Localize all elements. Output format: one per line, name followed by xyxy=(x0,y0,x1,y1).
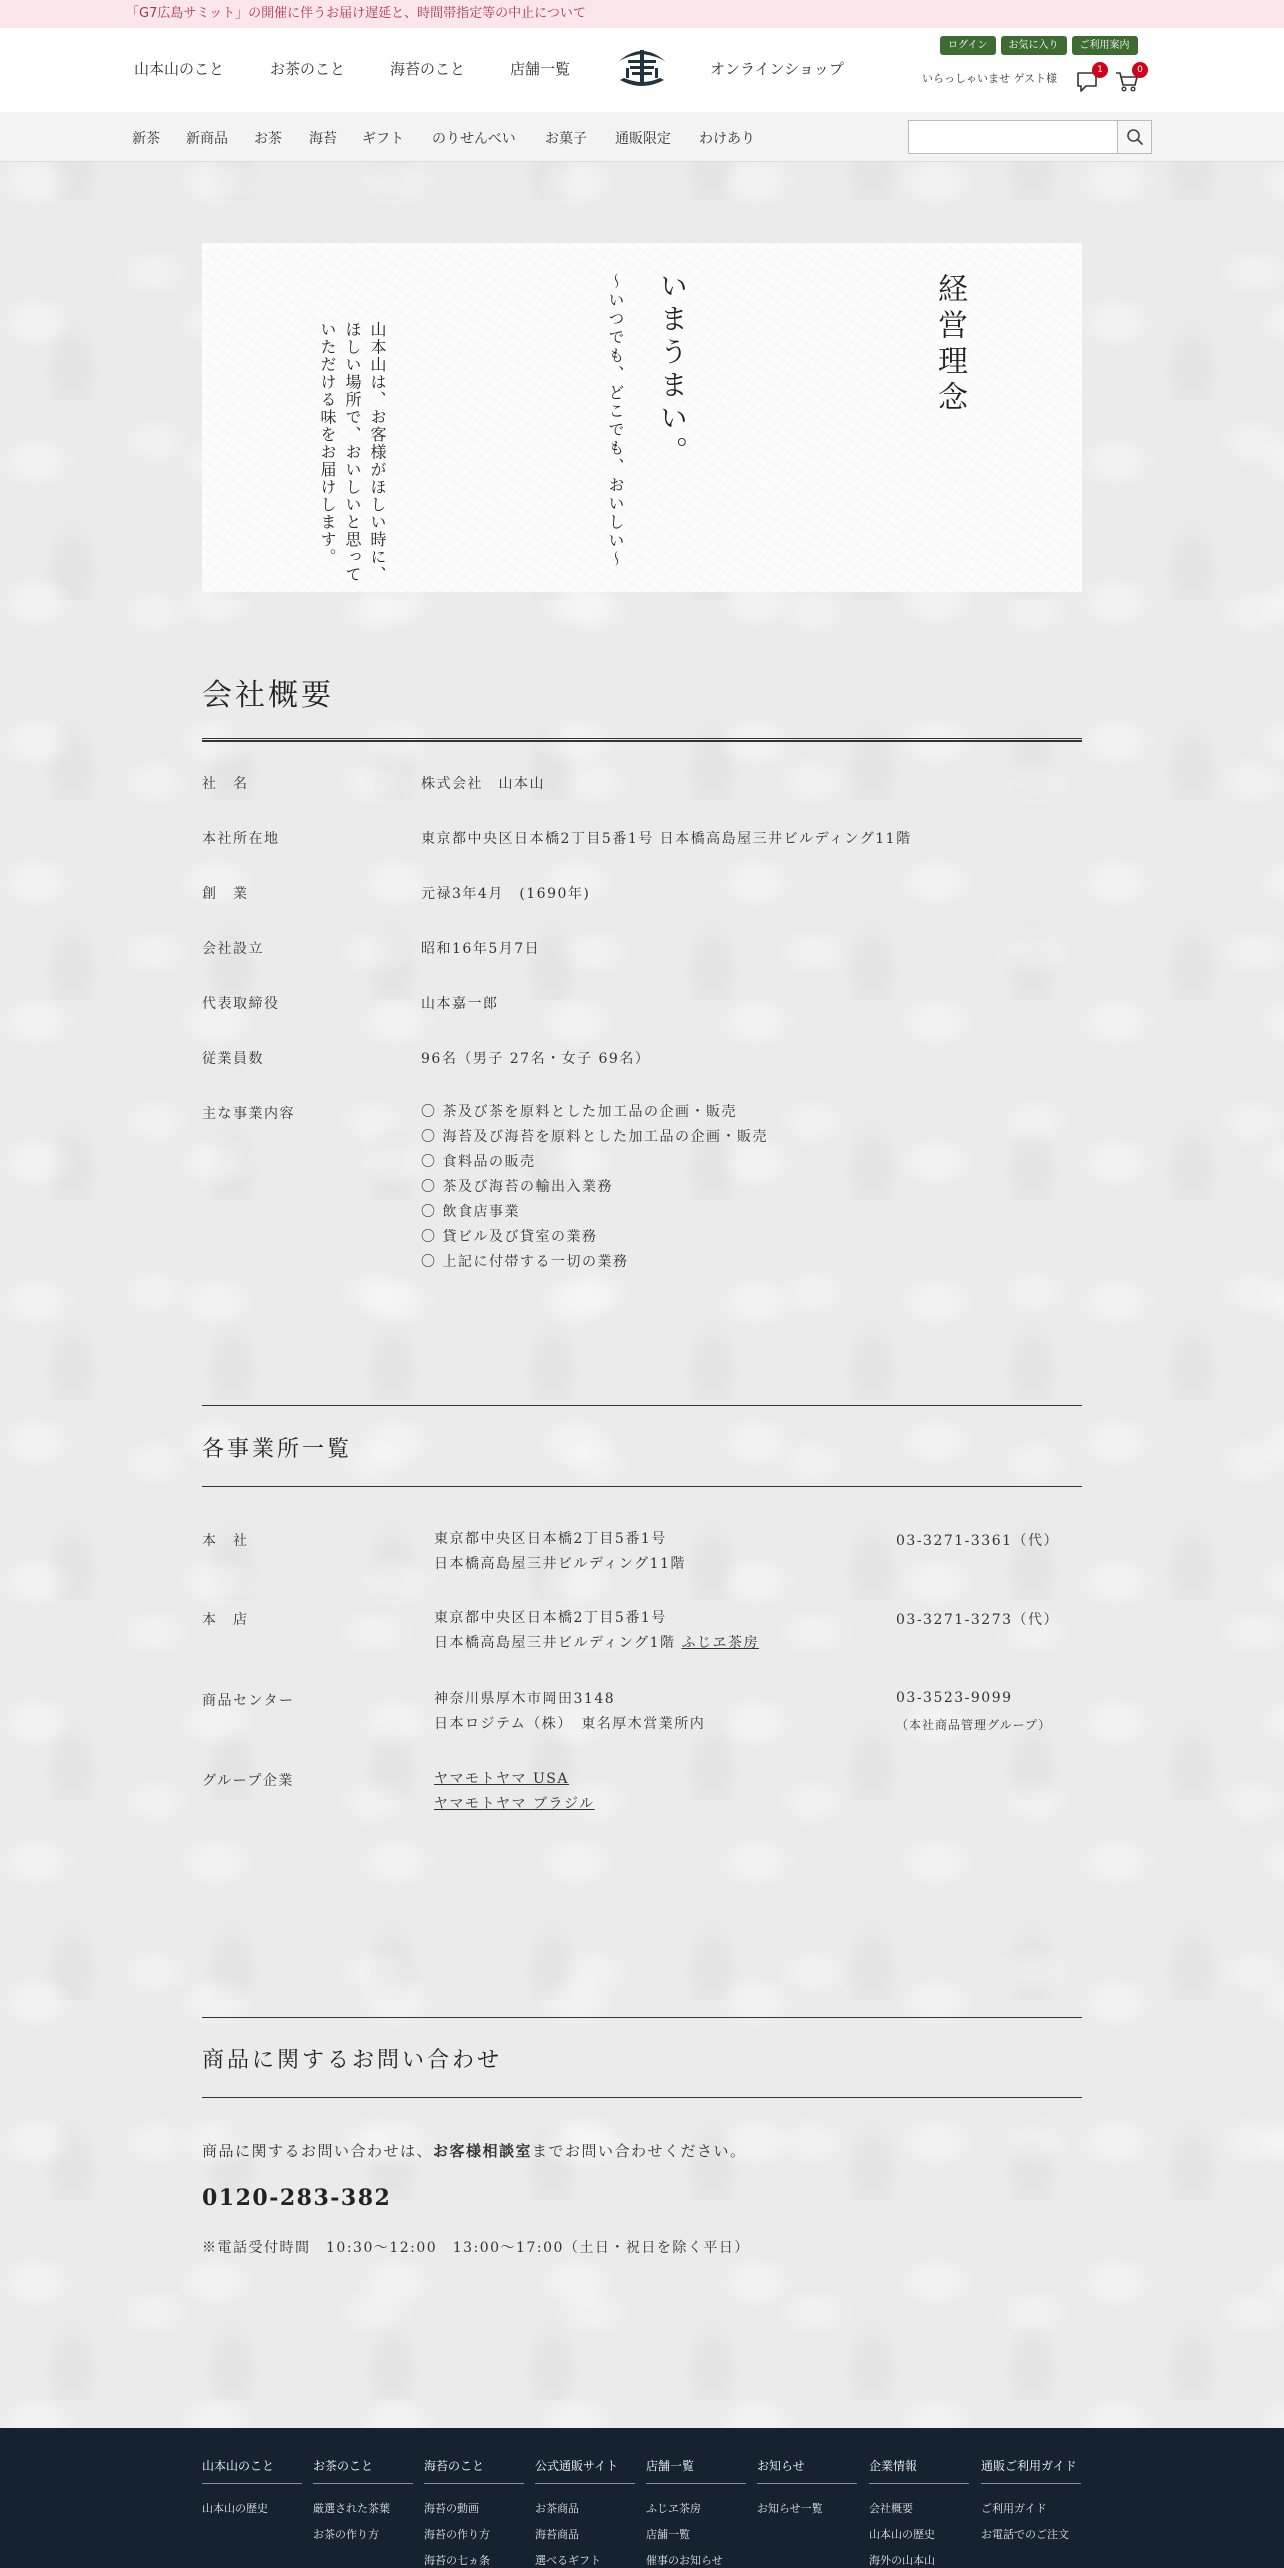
category-item-gift[interactable]: ギフト xyxy=(362,131,404,147)
office-phone: 03-3271-3361（代） xyxy=(896,1533,1060,1549)
group-companies xyxy=(434,1767,595,1817)
footer-heading[interactable]: 店舗一覧 xyxy=(646,2458,746,2484)
notice-link[interactable]: 「G7広島サミット」の開催に伴うお届け遅延と、時間帯指定等の中止について xyxy=(126,6,586,21)
inquiry-text-before: 商品に関するお問い合わせは、 xyxy=(202,2142,434,2160)
business-item: 〇 海苔及び海苔を原料とした加工品の企画・販売 xyxy=(421,1129,768,1145)
footer-column-corporate xyxy=(869,2458,969,2568)
footer-column-about xyxy=(202,2458,302,2522)
company-row-label: 本社所在地 xyxy=(202,831,280,847)
footer-heading[interactable]: 企業情報 xyxy=(869,2458,969,2484)
office-label: 本 店 xyxy=(202,1612,249,1628)
welcome-text: いらっしゃいませ ゲスト様 xyxy=(922,72,1058,85)
category-item-nori[interactable]: 海苔 xyxy=(309,131,337,147)
company-row-value: 元禄3年4月 (1690年) xyxy=(421,886,591,902)
business-item: 〇 茶及び海苔の輸出入業務 xyxy=(421,1179,613,1195)
footer-link[interactable]: 海苔商品 xyxy=(535,2528,579,2541)
footer-column-guide xyxy=(981,2458,1081,2548)
category-item-sweets[interactable]: お菓子 xyxy=(545,131,587,147)
search-button[interactable] xyxy=(1117,121,1151,153)
inquiry-top-rule xyxy=(202,2017,1082,2018)
philosophy-title: 経営理念 xyxy=(932,273,967,417)
footer-link[interactable]: ご利用ガイド xyxy=(981,2502,1047,2515)
business-item: 〇 上記に付帯する一切の業務 xyxy=(421,1254,629,1270)
office-address xyxy=(434,1527,686,1577)
fujie-sabo-link[interactable]: ふじヱ茶房 xyxy=(681,1635,759,1651)
philosophy-subslogan: ～いつでも、どこでも、おいしい～ xyxy=(606,273,625,569)
footer-link[interactable]: 海苔の動画 xyxy=(424,2502,479,2515)
company-row-label: 創 業 xyxy=(202,886,249,902)
group-link-usa[interactable]: ヤマモトヤマ USA xyxy=(434,1771,569,1787)
message-button[interactable] xyxy=(1074,65,1103,94)
footer-column-stores xyxy=(646,2458,746,2568)
office-label: 本 社 xyxy=(202,1533,249,1549)
footer-link[interactable]: 海苔の七ヵ条 xyxy=(424,2554,490,2567)
office-phone: 03-3523-9099 xyxy=(896,1690,1013,1706)
footer-heading[interactable]: お茶のこと xyxy=(313,2458,413,2484)
office-phone-note: （本社商品管理グループ） xyxy=(896,1718,1052,1732)
search-bar xyxy=(908,120,1152,154)
footer-heading[interactable]: お知らせ xyxy=(757,2458,857,2484)
search-icon xyxy=(1126,128,1144,146)
inquiry-text-after: までお問い合わせください。 xyxy=(532,2142,747,2160)
business-item: 〇 飲食店事業 xyxy=(421,1204,520,1220)
philosophy-slogan: いまうまい。 xyxy=(656,271,689,469)
footer-link[interactable]: 厳選された茶葉 xyxy=(313,2502,390,2515)
inquiry-bottom-rule xyxy=(202,2097,1082,2098)
inquiry-phone[interactable]: 0120-283-382 xyxy=(202,2185,392,2211)
footer-link[interactable]: 海苔の作り方 xyxy=(424,2528,490,2541)
cart-button[interactable] xyxy=(1114,65,1143,94)
offices-bottom-rule xyxy=(202,1486,1082,1487)
site-header xyxy=(0,28,1284,112)
footer-link[interactable]: お知らせ一覧 xyxy=(757,2502,823,2515)
site-footer xyxy=(0,2428,1284,2568)
footer-column-tea xyxy=(313,2458,413,2548)
company-row-value: 東京都中央区日本橋2丁目5番1号 日本橋高島屋三井ビルディング11階 xyxy=(421,831,912,847)
nav-item-about[interactable]: 山本山のこと xyxy=(134,60,225,78)
company-row-value: 山本嘉一郎 xyxy=(421,996,499,1012)
office-label: グループ企業 xyxy=(202,1773,294,1789)
company-section-title: 会社概要 xyxy=(202,678,334,713)
nav-item-nori[interactable]: 海苔のこと xyxy=(390,60,466,78)
company-row-label: 代表取締役 xyxy=(202,996,280,1012)
office-address-line xyxy=(434,1631,759,1656)
nav-item-stores[interactable]: 店舗一覧 xyxy=(510,60,571,78)
category-item-outlet[interactable]: わけあり xyxy=(699,131,755,147)
nav-item-online-shop[interactable]: オンラインショップ xyxy=(710,60,844,78)
footer-heading[interactable]: 通販ご利用ガイド xyxy=(981,2458,1081,2484)
company-row-value: 昭和16年5月7日 xyxy=(421,941,541,957)
message-count-badge: 1 xyxy=(1092,62,1108,78)
account-buttons xyxy=(940,36,1138,55)
business-item: 〇 貸ビル及び貸室の業務 xyxy=(421,1229,598,1245)
category-item-nori-senbei[interactable]: のりせんべい xyxy=(432,131,516,147)
company-row-label: 従業員数 xyxy=(202,1051,264,1067)
company-row-value: 株式会社 山本山 xyxy=(421,776,545,792)
footer-heading[interactable]: 海苔のこと xyxy=(424,2458,524,2484)
company-row-value: 96名（男子 27名・女子 69名） xyxy=(421,1051,651,1067)
category-item-mail-order-limited[interactable]: 通販限定 xyxy=(615,131,671,147)
office-address-line: 神奈川県厚木市岡田3148 xyxy=(434,1691,616,1707)
business-item: 〇 食料品の販売 xyxy=(421,1154,536,1170)
office-address-line: 東京都中央区日本橋2丁目5番1号 xyxy=(434,1531,667,1547)
footer-link[interactable]: ふじヱ茶房 xyxy=(646,2502,701,2515)
company-row-label: 社 名 xyxy=(202,776,249,792)
company-row-label: 会社設立 xyxy=(202,941,264,957)
search-input[interactable] xyxy=(909,121,1117,153)
notice-bar[interactable] xyxy=(0,0,1284,28)
category-item-tea[interactable]: お茶 xyxy=(254,131,282,147)
footer-link[interactable]: お電話でのご注文 xyxy=(981,2528,1069,2541)
office-phone: 03-3271-3273（代） xyxy=(896,1612,1060,1628)
office-address xyxy=(434,1687,705,1737)
footer-link[interactable]: お茶の作り方 xyxy=(313,2528,379,2541)
inquiry-text-bold: お客様相談室 xyxy=(433,2142,533,2160)
inquiry-hours: ※電話受付時間 10:30～12:00 13:00～17:00（土日・祝日を除く平日） xyxy=(202,2240,750,2256)
footer-link[interactable]: 選べるギフト xyxy=(535,2554,601,2567)
offices-section-title: 各事業所一覧 xyxy=(202,1437,353,1462)
footer-link[interactable]: 催事のお知らせ xyxy=(646,2554,723,2567)
office-label: 商品センター xyxy=(202,1693,295,1709)
offices-top-rule xyxy=(202,1405,1082,1406)
office-address-line: 東京都中央区日本橋2丁目5番1号 xyxy=(434,1610,667,1626)
philosophy-body-line-1: 山本山は、お客様がほしい時に、 xyxy=(368,321,387,584)
guide-button[interactable]: ご利用案内 xyxy=(1072,36,1138,55)
office-address-text: 日本橋高島屋三井ビルディング1階 xyxy=(434,1635,682,1651)
footer-link[interactable]: 店舗一覧 xyxy=(646,2528,690,2541)
business-list xyxy=(421,1100,768,1275)
group-link-brazil[interactable]: ヤマモトヤマ ブラジル xyxy=(434,1796,595,1812)
footer-link[interactable]: 会社概要 xyxy=(869,2502,913,2515)
footer-link[interactable]: お茶商品 xyxy=(535,2502,579,2515)
login-button[interactable]: ログイン xyxy=(940,36,996,55)
footer-column-nori xyxy=(424,2458,524,2568)
office-address-line: 日本ロジテム（株） 東名厚木営業所内 xyxy=(434,1716,706,1732)
company-title-rule xyxy=(202,738,1082,742)
philosophy-body-line-2: ほしい場所で、おいしいと思って xyxy=(343,321,362,584)
footer-link[interactable]: 海外の山本山 xyxy=(869,2554,935,2567)
footer-heading[interactable]: 山本山のこと xyxy=(202,2458,302,2484)
footer-column-news xyxy=(757,2458,857,2522)
nav-item-tea[interactable]: お茶のこと xyxy=(270,60,346,78)
footer-column-shop xyxy=(535,2458,635,2568)
inquiry-text xyxy=(202,2140,747,2161)
favorites-button[interactable]: お気に入り xyxy=(1001,36,1067,55)
category-item-new-tea[interactable]: 新茶 xyxy=(132,131,160,147)
footer-link[interactable]: 山本山の歴史 xyxy=(869,2528,935,2541)
philosophy-banner xyxy=(202,243,1082,592)
philosophy-body-line-3: いただける味をお届けします。 xyxy=(318,321,337,566)
company-row-label: 主な事業内容 xyxy=(202,1106,295,1122)
cart-count-badge: 0 xyxy=(1132,62,1148,78)
business-item: 〇 茶及び茶を原料とした加工品の企画・販売 xyxy=(421,1104,737,1120)
office-address-line: 日本橋高島屋三井ビルディング11階 xyxy=(434,1556,686,1572)
footer-heading[interactable]: 公式通販サイト xyxy=(535,2458,635,2484)
inquiry-section-title: 商品に関するお問い合わせ xyxy=(202,2048,503,2073)
brand-logo[interactable] xyxy=(614,42,670,88)
footer-link[interactable]: 山本山の歴史 xyxy=(202,2502,268,2515)
category-nav xyxy=(0,112,1284,162)
office-address xyxy=(434,1606,759,1656)
category-item-new-products[interactable]: 新商品 xyxy=(186,131,228,147)
